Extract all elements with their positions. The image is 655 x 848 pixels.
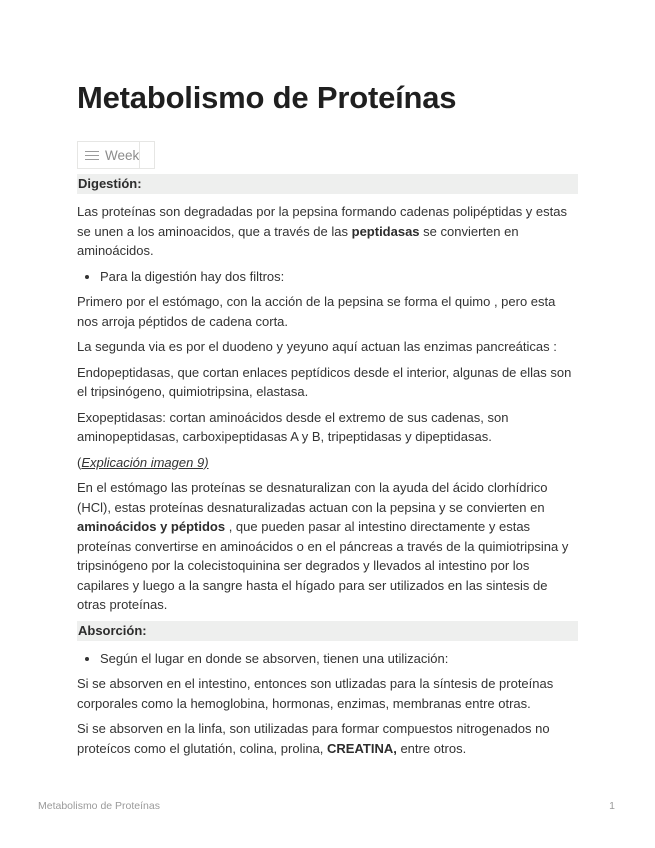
list-icon [85,151,99,160]
digestion-paragraph-1 [77,202,578,261]
absorcion-heading: Absorción: [77,621,578,641]
digestion-paragraph-6 [77,453,578,473]
digestion-paragraph-2: Primero por el estómago, con la acción de la pepsina se forma el quimo , pero esta nos arroja péptidos de cadena corta. [77,294,556,329]
digestion-paragraph-7 [77,478,578,615]
property-divider [139,142,140,168]
text-run: Las proteínas son degradadas por la pepsina formando cadenas polipéptidas y estas se unen a los aminoacidos, que a través de las [77,204,567,239]
footer-title: Metabolismo de Proteínas [38,800,160,812]
digestion-bullet-list [77,267,578,287]
digestion-heading: Digestión: [77,174,578,194]
absorcion-paragraph-2 [77,719,578,758]
footer-page-number: 1 [609,800,615,812]
text-run: se convierten en aminoácidos. [77,223,519,258]
week-property-label: Week [105,147,140,163]
absorcion-bullet-list [77,649,578,669]
page-content [77,174,578,764]
digestion-paragraph-4: Endopeptidasas, que cortan enlaces peptídicos desde el interior, algunas de ellas son el tripsinógeno, quimiotripsina, elastasa. [77,364,572,399]
digestion-paragraph-5: Exopeptidasas: cortan aminoácidos desde el extremo de sus cadenas, son aminopeptidasas, carboxipeptidasas A y B, tripeptidasas y dipeptidasas. [77,409,509,444]
week-property[interactable] [77,141,155,169]
digestion-paragraph-3: La segunda via es por el duodeno y yeyuno aquí actuan las enzimas pancreáticas : [77,339,557,354]
page-title: Metabolismo de Proteínas [77,80,457,115]
bold-text: aminoácidos y péptidos [77,519,226,534]
text-run: En el estómago las proteínas se desnaturalizan con la ayuda del ácido clorhídrico (HCl), estas proteínas desnaturalizadas actuan con la pepsina y se convierten en [77,480,548,515]
bold-text: CREATINA, [327,740,397,756]
list-item: • Según el lugar en donde se absorven, tienen una utilización: [100,649,578,669]
text-run: Si se absorven en la linfa, son utilizadas para formar compuestos nitrogenados no proteícos como el glutatión, colina, prolina, [77,721,550,756]
bold-text: peptidasas [351,223,420,239]
absorcion-paragraph-1: Si se absorven en el intestino, entonces son utlizadas para la síntesis de proteínas corporales como la hemoglobina, hormonas, enzimas, membranas entre otras. [77,676,554,711]
text-run: , que pueden pasar al intestino directamente y estas proteínas convertirse en aminoácidos o en el páncreas a través de la quimiotripsina y tripsinógeno por la colecistoquinina ser degrados y llevados al intestino por los capilares y luego a la sangre hasta el hígado para ser utilizados en las sintesis de otras proteínas. [77,519,569,612]
list-item: • Para la digestión hay dos filtros: [100,267,578,287]
text-run: ( [77,454,82,470]
text-run: entre otros. [396,740,467,756]
image-explanation-link[interactable]: Explicación imagen 9) [81,454,209,470]
